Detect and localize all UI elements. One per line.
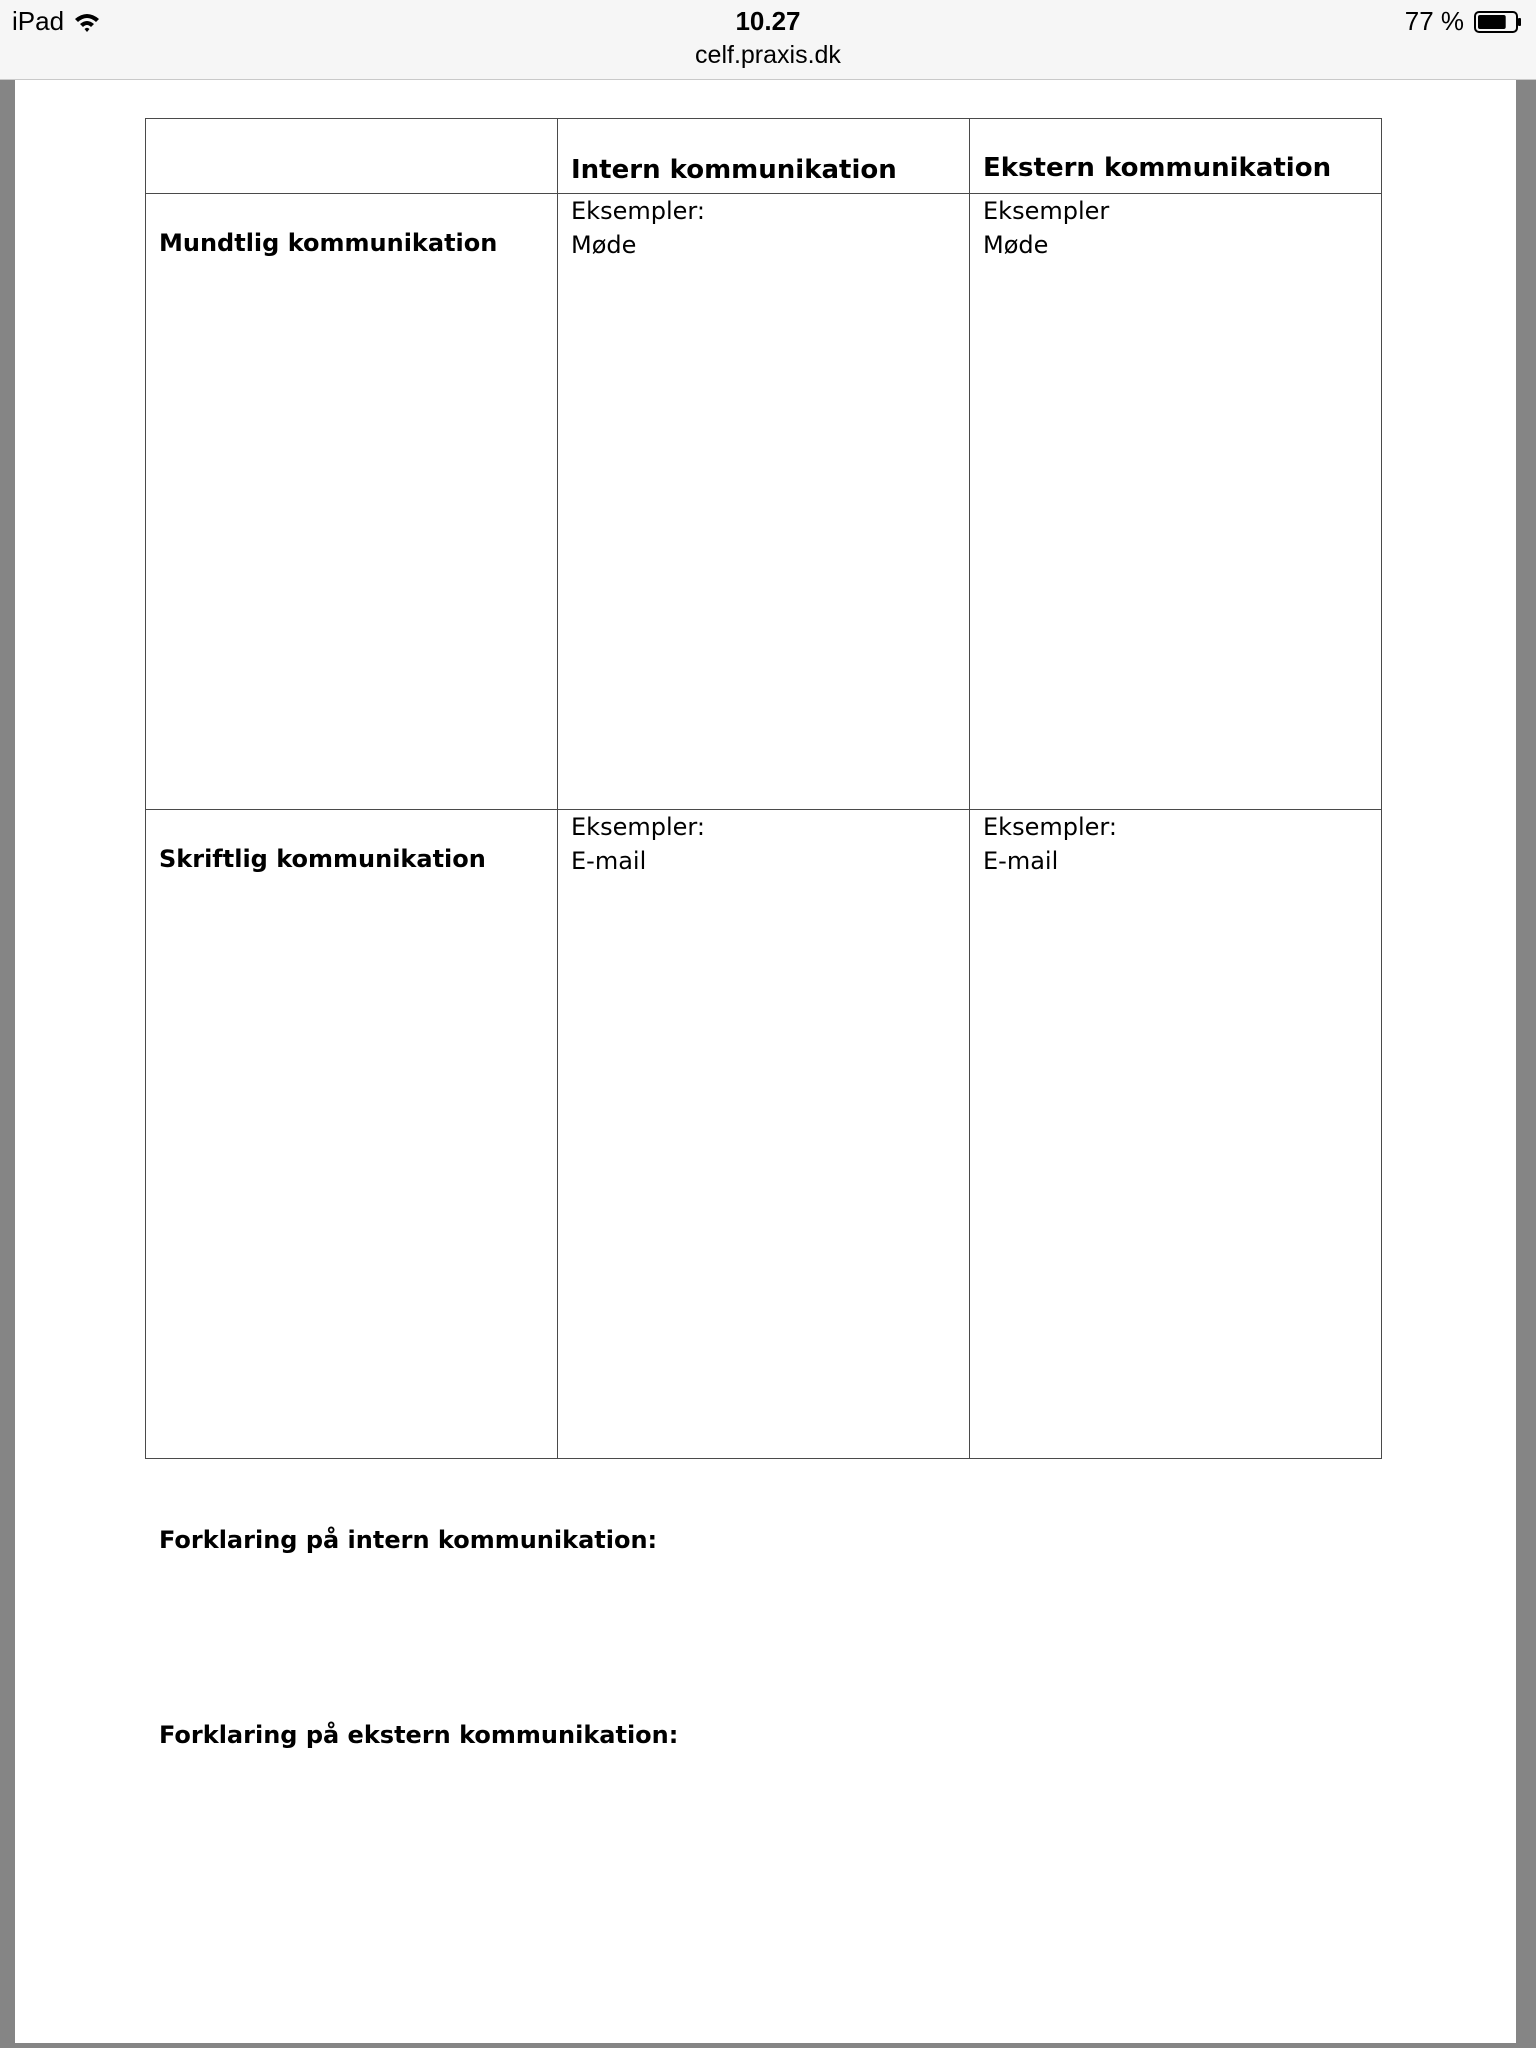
communication-table [145, 118, 1382, 1459]
table-row-skriftlig [146, 810, 1382, 1459]
cell-text-line: Eksempler [983, 197, 1110, 225]
table-row-mundtlig [146, 194, 1382, 810]
cell-text-line: Møde [983, 231, 1049, 259]
battery-icon [1474, 11, 1522, 33]
header-intern: Intern kommunikation [571, 155, 897, 185]
header-cell-intern [558, 119, 970, 194]
header-cell-ekstern [970, 119, 1382, 194]
cell-skriftlig-ekstern [970, 810, 1382, 1459]
header-ekstern: Ekstern kommunikation [983, 153, 1332, 183]
device-name: iPad [12, 6, 65, 36]
table-header-row [146, 119, 1382, 194]
battery-percent: 77 % [1404, 6, 1464, 36]
cell-text-line: E-mail [571, 847, 647, 875]
cell-text-line: Møde [571, 231, 637, 259]
explain-ekstern-heading: Forklaring på ekstern kommunikation: [159, 1721, 679, 1749]
explain-intern-heading: Forklaring på intern kommunikation: [159, 1526, 658, 1554]
row-label-cell [146, 194, 558, 810]
clock: 10.27 [735, 6, 801, 36]
status-bar [0, 0, 1536, 80]
status-right [1405, 6, 1522, 37]
row-label-cell [146, 810, 558, 1459]
cell-text-line: Eksempler: [983, 813, 1117, 841]
row-label-skriftlig: Skriftlig kommunikation [159, 845, 486, 873]
header-cell-empty [146, 119, 558, 194]
cell-skriftlig-intern [558, 810, 970, 1459]
cell-text-line: Eksempler: [571, 197, 705, 225]
cell-text-line: E-mail [983, 847, 1059, 875]
cell-mundtlig-intern [558, 194, 970, 810]
cell-mundtlig-ekstern [970, 194, 1382, 810]
cell-text-line: Eksempler: [571, 813, 705, 841]
address-bar-url[interactable]: celf.praxis.dk [695, 41, 841, 69]
battery-fill [1478, 15, 1506, 29]
row-label-mundtlig: Mundtlig kommunikation [159, 229, 498, 257]
